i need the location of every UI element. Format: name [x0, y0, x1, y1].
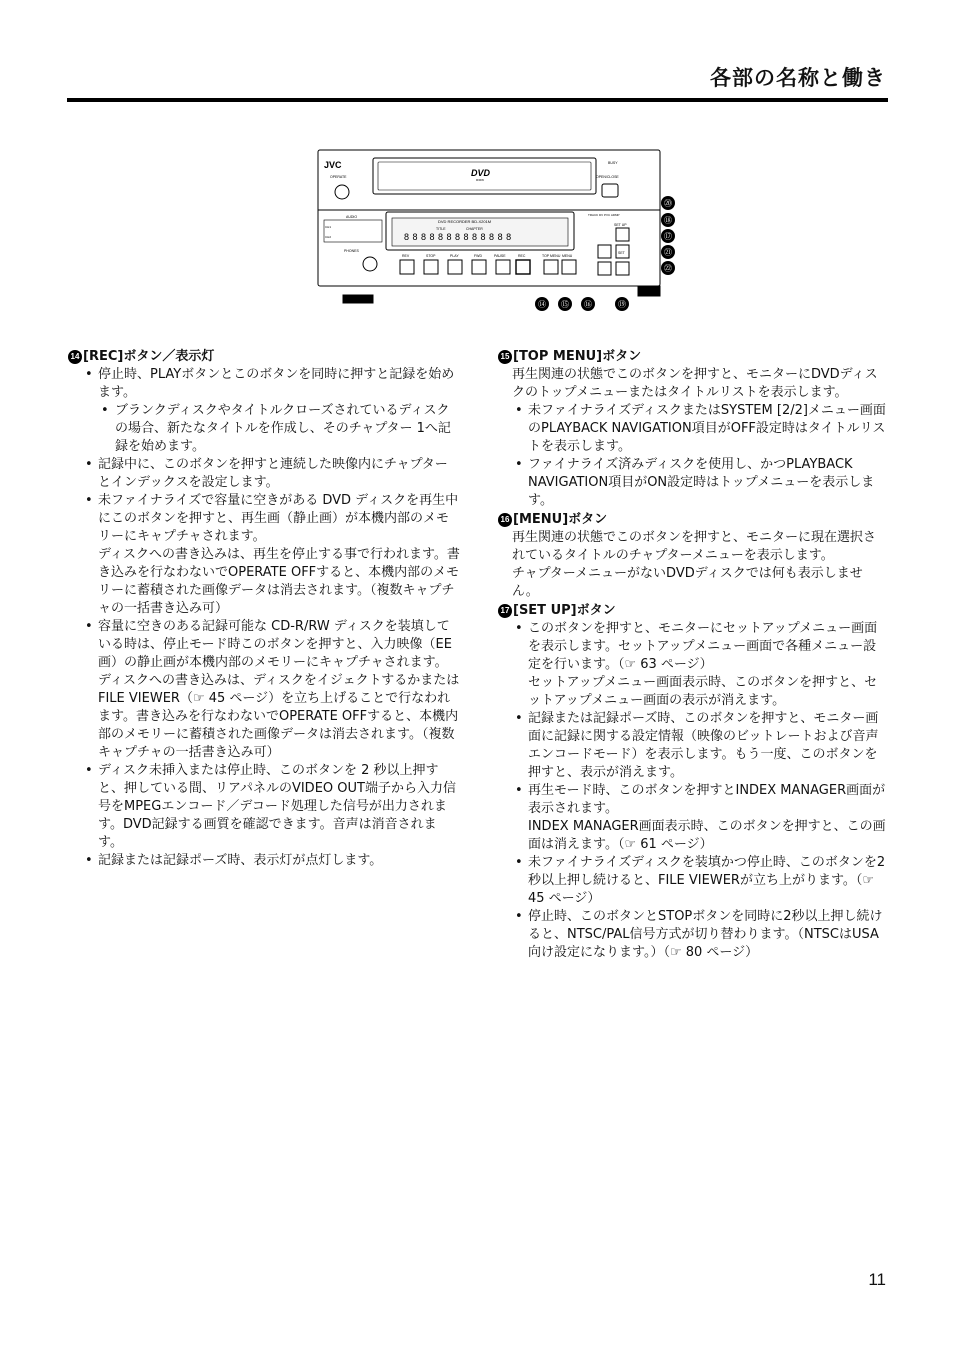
section-set-up: [498, 602, 888, 962]
svg-text:⑰: ⑰: [664, 232, 672, 241]
svg-text:STOP: STOP: [426, 254, 436, 258]
list-item: • 再生モード時、このボタンを押すとINDEX MANAGER画面が表示されます。 INDEX MANAGER画面表示時、このボタンを押すと、この画面は消えます。（☞ 61 ページ）: [498, 782, 888, 854]
list-item: • このボタンを押すと、モニターにセットアップメニュー画面を表示します。セットアップメニュー画面で各種メニュー設定を行います。（☞ 63 ページ） セットアップメニュー画面表示時、このボタンを押すと、セットアップメニュー画面の表示が消えます。: [498, 620, 888, 710]
continuation-text: INDEX MANAGER画面表示時、このボタンを押すと、この画面は消えます。（☞ 61 ページ）: [528, 819, 886, 852]
svg-text:㉒: ㉒: [664, 264, 672, 273]
svg-text:⑲: ⑲: [618, 300, 626, 309]
section-menu: [498, 511, 888, 601]
list-item: • 停止時、PLAYボタンとこのボタンを同時に押すと記録を始めます。: [68, 366, 460, 402]
svg-text:BUSY: BUSY: [608, 161, 618, 165]
section-title: [SET UP]ボタン: [513, 603, 616, 618]
svg-text:OPEN/CLOSE: OPEN/CLOSE: [596, 175, 619, 179]
list-item: • 記録中に、このボタンを押すと連続した映像内にチャプターとインデックスを設定します。: [68, 456, 460, 492]
left-column: [68, 348, 460, 871]
list-item: • ファイナライズ済みディスクを使用し、かつPLAYBACK NAVIGATION項目がON設定時はトップメニューを表示します。: [498, 456, 888, 510]
svg-text:PLAY: PLAY: [450, 254, 459, 258]
svg-text:PAUSE: PAUSE: [494, 254, 506, 258]
panel-model: DVD RECORDER BD-X201M: [438, 219, 492, 224]
continuation-text: ディスクへの書き込みは、再生を停止する事で行われます。書き込みを行なわないでOPERATE OFFすると、本機内部のメモリーに蓄積された画像データは消去されます。（複数キャプチャの一括書き込み可）: [98, 547, 460, 616]
svg-text:CHAPTER: CHAPTER: [466, 227, 483, 231]
sub-list-item: • ブランクディスクやタイトルクローズされているディスクの場合、新たなタイトルを作成し、そのチャプター 1へ記録を始めます。: [68, 402, 460, 456]
list-item: • 未ファイナライズで容量に空きがある DVD ディスクを再生中にこのボタンを押すと、再生画（静止画）が本機内部のメモリーにキャプチャされます。 ディスクへの書き込みは、再生を停止する事で行われます。書き込みを行なわないでOPERATE OFFすると、本機内部のメモリーに蓄積された画像データは消去されます。（複数キャプチャの一括書き込み可）: [68, 492, 460, 618]
svg-text:CH1: CH1: [325, 225, 332, 229]
right-column: [498, 348, 888, 963]
section-body: 再生関連の状態でこのボタンを押すと、モニターにDVDディスクのトップメニューまたはタイトルリストを表示します。: [512, 367, 878, 400]
svg-text:OPERATE: OPERATE: [330, 175, 347, 179]
page-number: 11: [868, 1270, 886, 1289]
list-item: • ディスク未挿入または停止時、このボタンを 2 秒以上押すと、押している間、リアパネルのVIDEO OUT端子から入力信号をMPEGエンコード／デコード処理した信号が出力されます。DVD記録する画質を確認できます。音声は消音されます。: [68, 762, 460, 852]
svg-text:AUDIO: AUDIO: [346, 215, 358, 219]
svg-text:㉑: ㉑: [664, 248, 672, 257]
continuation-text: セットアップメニュー画面表示時、このボタンを押すと、セットアップメニュー画面の表示が消えます。: [528, 675, 878, 708]
number-badge: 14: [68, 350, 82, 364]
svg-text:FWD: FWD: [474, 254, 482, 258]
list-item: • 容量に空きのある記録可能な CD-R/RW ディスクを装填している時は、停止モード時このボタンを押すと、入力映像（EE画）の静止画が本機内部のメモリーにキャプチャされます。 ディスクへの書き込みは、ディスクをイジェクトするかまたはFILE VIEWER（☞ 45 ページ）を立ち上げることで行なわれます。書き込みを行なわないでOPERATE OFFすると、本機内部のメモリーに蓄積された画像データは消去されます。（複数キャプチャの一括書き込み可）: [68, 618, 460, 762]
svg-text:MENU: MENU: [562, 254, 573, 258]
svg-text:TITLE: TITLE: [436, 227, 446, 231]
svg-text:DVD: DVD: [471, 168, 491, 178]
svg-text:CH2: CH2: [325, 235, 332, 239]
panel-display-digits: 8 8 8 8 8 8 8 8 8 8 8 8 8: [404, 232, 512, 242]
svg-text:REV: REV: [402, 254, 410, 258]
header-rule: [67, 98, 888, 102]
number-badge: 16: [498, 513, 512, 527]
svg-text:⑭: ⑭: [538, 300, 546, 309]
list-item: • 未ファイナライズディスクを装填かつ停止時、このボタンを2秒以上押し続けると、FILE VIEWERが立ち上がります。（☞ 45 ページ）: [498, 854, 888, 908]
svg-text:SET: SET: [618, 251, 625, 255]
svg-text:⑱: ⑱: [664, 216, 672, 225]
front-panel-illustration: [316, 148, 678, 316]
section-rec: [68, 348, 460, 870]
svg-text:R/RW: R/RW: [476, 178, 484, 182]
section-title: [TOP MENU]ボタン: [513, 349, 642, 364]
svg-text:⑯: ⑯: [584, 300, 592, 309]
continuation-text: ディスクへの書き込みは、ディスクをイジェクトするかまたはFILE VIEWER（☞ 45 ページ）を立ち上げることで行なわれます。書き込みを行なわないでOPERATE OFFすると、本機内部のメモリーに蓄積された画像データは消去されます。（複数キャプチャの一括書き込み可）: [98, 673, 460, 760]
svg-text:⑳: ⑳: [664, 199, 672, 208]
svg-text:TOP MENU: TOP MENU: [542, 254, 561, 258]
list-item: • 未ファイナライズディスクまたはSYSTEM [2/2]メニュー画面のPLAYBACK NAVIGATION項目がOFF設定時はタイトルリストを表示します。: [498, 402, 888, 456]
svg-text:TRACK DV PVC ADMP: TRACK DV PVC ADMP: [588, 213, 620, 217]
number-badge: 15: [498, 350, 512, 364]
section-title: [MENU]ボタン: [513, 512, 608, 527]
svg-text:REC: REC: [518, 254, 526, 258]
list-item: • 記録または記録ポーズ時、このボタンを押すと、モニター画面に記録に関する設定情報（映像のビットレートおよび音声エンコードモード）を表示します。もう一度、このボタンを押すと、表示が消えます。: [498, 710, 888, 782]
svg-text:⑮: ⑮: [561, 300, 569, 309]
panel-brand: JVC: [324, 160, 342, 170]
section-body: チャプターメニューがないDVDディスクでは何も表示しません。: [512, 566, 863, 599]
list-item: • 記録または記録ポーズ時、表示灯が点灯します。: [68, 852, 460, 870]
number-badge: 17: [498, 604, 512, 618]
svg-text:PHONES: PHONES: [344, 249, 359, 253]
svg-text:SET UP: SET UP: [614, 223, 627, 227]
section-top-menu: [498, 348, 888, 510]
section-title: [REC]ボタン／表示灯: [83, 349, 215, 364]
section-body: 再生関連の状態でこのボタンを押すと、モニターに現在選択されているタイトルのチャプターメニューを表示します。: [512, 530, 877, 563]
list-item: • 停止時、このボタンとSTOPボタンを同時に2秒以上押し続けると、NTSC/PAL信号方式が切り替わります。（NTSCはUSA向け設定になります。）（☞ 80 ページ）: [498, 908, 888, 962]
page-title: 各部の名称と働き: [710, 66, 886, 90]
